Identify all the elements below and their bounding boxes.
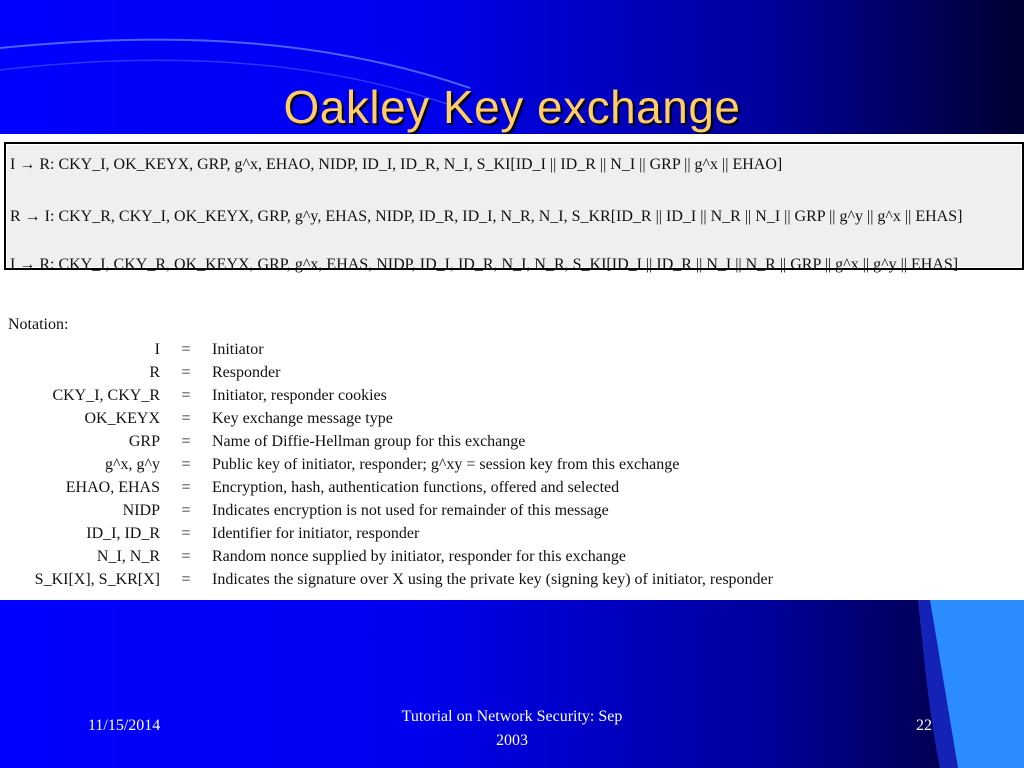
notation-term: S_KI[X], S_KR[X]: [34, 570, 160, 588]
notation-table: [0, 338, 773, 591]
notation-row: [0, 522, 773, 545]
exchange-box: [4, 142, 1024, 273]
notation-description: Initiator, responder cookies: [212, 386, 387, 404]
notation-equals: =: [181, 524, 191, 542]
exchange-line-2: R → I: CKY_R, CKY_I, OK_KEYX, GRP, g^y, EHAS, NIDP, ID_R, ID_I, N_R, N_I, S_KR[ID_R || ID_I || N_R || N_I || GRP || g^y || g^x || EHAS]: [10, 208, 963, 225]
slide-title: Oakley Key exchange: [283, 81, 741, 133]
notation-equals: =: [181, 455, 191, 473]
notation-description: Key exchange message type: [212, 409, 393, 427]
exchange-line-3: I → R: CKY_I, CKY_R, OK_KEYX, GRP, g^x, EHAS, NIDP, ID_I, ID_R, N_I, N_R, S_KI[ID_I || ID_R || N_I || N_R || GRP || g^x || g^y || EHAS]: [10, 256, 959, 273]
notation-description: Identifier for initiator, responder: [212, 524, 420, 542]
notation-description: Responder: [212, 363, 281, 381]
notation-equals: =: [181, 478, 191, 496]
notation-row: [0, 384, 773, 407]
notation-row: [0, 568, 773, 591]
notation-equals: =: [181, 570, 191, 588]
notation-row: [0, 545, 773, 568]
notation-equals: =: [181, 409, 191, 427]
notation-description: Public key of initiator, responder; g^xy = session key from this exchange: [212, 455, 680, 473]
notation-term: EHAO, EHAS: [65, 478, 160, 496]
notation-description: Initiator: [212, 340, 264, 358]
notation-row: [0, 499, 773, 522]
notation-row: [0, 407, 773, 430]
notation-row: [0, 453, 773, 476]
notation-term: OK_KEYX: [84, 409, 160, 427]
footer-title: [372, 705, 652, 753]
notation-description: Indicates the signature over X using the private key (signing key) of initiator, responder: [212, 570, 773, 588]
exchange-line-1: I → R: CKY_I, OK_KEYX, GRP, g^x, EHAO, NIDP, ID_I, ID_R, N_I, S_KI[ID_I || ID_R || N_I || GRP || g^x || EHAO]: [10, 156, 783, 173]
notation-equals: =: [181, 363, 191, 381]
notation-row: [0, 361, 773, 384]
notation-description: Name of Diffie-Hellman group for this exchange: [212, 432, 526, 450]
notation-term: N_I, N_R: [96, 547, 160, 565]
page-number: 22: [916, 717, 932, 734]
notation-term: NIDP: [122, 501, 160, 519]
notation-equals: =: [181, 547, 191, 565]
notation-term: GRP: [128, 432, 160, 450]
notation-term: R: [149, 363, 160, 381]
notation-term: CKY_I, CKY_R: [52, 386, 160, 404]
notation-description: Encryption, hash, authentication functions, offered and selected: [212, 478, 620, 496]
notation-equals: =: [181, 386, 191, 404]
footer-title-line-1: Tutorial on Network Security: Sep: [401, 708, 623, 725]
slide-content-image: [0, 134, 1024, 600]
notation-equals: =: [181, 340, 191, 358]
notation-term: ID_I, ID_R: [86, 524, 160, 542]
footer-title-line-2: 2003: [496, 732, 528, 749]
notation-description: Indicates encryption is not used for remainder of this message: [212, 501, 609, 519]
footer-date: 11/15/2014: [88, 717, 161, 734]
notation-description: Random nonce supplied by initiator, responder for this exchange: [212, 547, 626, 565]
notation-row: [0, 430, 773, 453]
notation-equals: =: [181, 501, 191, 519]
notation-equals: =: [181, 432, 191, 450]
notation-term: I: [154, 340, 160, 358]
notation-row: [0, 338, 773, 361]
notation-term: g^x, g^y: [104, 455, 160, 473]
notation-title: Notation:: [8, 316, 69, 333]
notation-row: [0, 476, 773, 499]
